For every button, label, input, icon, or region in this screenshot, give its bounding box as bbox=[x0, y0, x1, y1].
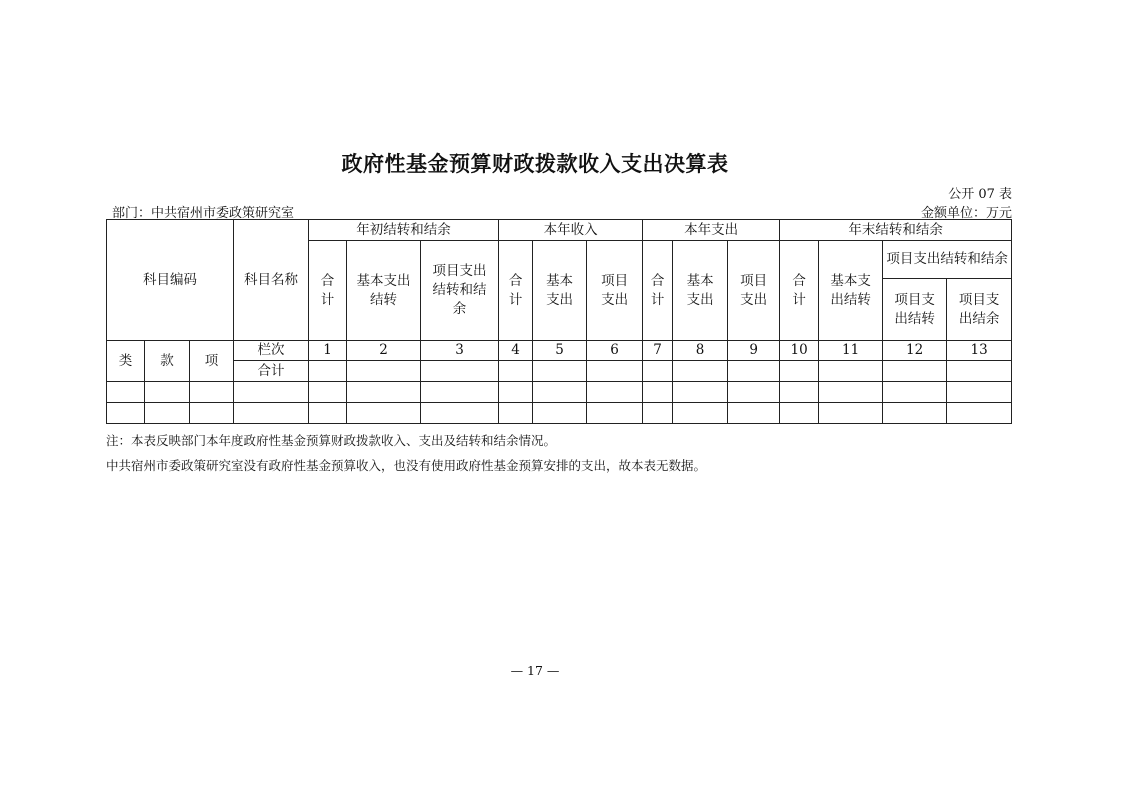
table-cell bbox=[145, 382, 190, 403]
table-cell bbox=[587, 361, 643, 382]
table-row bbox=[107, 403, 1012, 424]
table-cell bbox=[190, 382, 234, 403]
header-opening-project-carry-surplus: 项目支出结转和结余 bbox=[421, 241, 499, 341]
header-lei: 类 bbox=[107, 341, 145, 382]
header-subject-name: 科目名称 bbox=[234, 220, 309, 341]
header-expense-basic: 基本支出 bbox=[673, 241, 728, 341]
header-subject-code: 科目编码 bbox=[107, 220, 234, 341]
header-kuan: 款 bbox=[145, 341, 190, 382]
form-number: 公开 07 表 bbox=[948, 187, 1012, 202]
column-number: 7 bbox=[643, 341, 673, 361]
no-data-statement: 中共宿州市委政策研究室没有政府性基金预算收入，也没有使用政府性基金预算安排的支出，故本表无数据。 bbox=[106, 458, 707, 473]
table-cell bbox=[947, 382, 1012, 403]
table-cell bbox=[499, 403, 533, 424]
header-expense-total: 合计 bbox=[643, 241, 673, 341]
column-number: 5 bbox=[533, 341, 587, 361]
table-cell bbox=[347, 382, 421, 403]
column-number: 8 bbox=[673, 341, 728, 361]
column-number: 2 bbox=[347, 341, 421, 361]
table-cell bbox=[673, 361, 728, 382]
column-number: 9 bbox=[728, 341, 780, 361]
header-xiang: 项 bbox=[190, 341, 234, 382]
table-cell bbox=[587, 382, 643, 403]
table-cell bbox=[883, 382, 947, 403]
table-cell bbox=[533, 361, 587, 382]
column-number: 13 bbox=[947, 341, 1012, 361]
table-cell bbox=[587, 403, 643, 424]
table-cell bbox=[673, 382, 728, 403]
table-row bbox=[107, 361, 1012, 382]
page-title: 政府性基金预算财政拨款收入支出决算表 bbox=[341, 152, 729, 176]
header-income-project: 项目支出 bbox=[587, 241, 643, 341]
table-cell bbox=[234, 382, 309, 403]
table-cell bbox=[499, 382, 533, 403]
header-group-income: 本年收入 bbox=[499, 220, 643, 241]
row-label-lanci: 栏次 bbox=[234, 341, 309, 361]
column-number: 1 bbox=[309, 341, 347, 361]
table-cell bbox=[145, 403, 190, 424]
table-cell bbox=[421, 403, 499, 424]
table-cell bbox=[643, 382, 673, 403]
table-cell bbox=[947, 403, 1012, 424]
table-cell bbox=[780, 382, 819, 403]
department-label: 部门：中共宿州市委政策研究室 bbox=[112, 206, 295, 221]
table-cell bbox=[947, 361, 1012, 382]
header-group-closing: 年末结转和结余 bbox=[780, 220, 1012, 241]
table-cell bbox=[421, 361, 499, 382]
column-number: 6 bbox=[587, 341, 643, 361]
table-cell bbox=[309, 361, 347, 382]
table-cell bbox=[107, 382, 145, 403]
table-cell bbox=[309, 382, 347, 403]
table-cell bbox=[347, 403, 421, 424]
header-closing-project-surplus: 项目支出结余 bbox=[947, 279, 1012, 341]
table-cell bbox=[533, 382, 587, 403]
column-number: 12 bbox=[883, 341, 947, 361]
column-number: 4 bbox=[499, 341, 533, 361]
table-cell bbox=[883, 403, 947, 424]
table-cell bbox=[421, 382, 499, 403]
header-opening-total: 合计 bbox=[309, 241, 347, 341]
table-cell bbox=[780, 361, 819, 382]
unit-label: 金额单位：万元 bbox=[920, 206, 1012, 221]
table-cell bbox=[819, 361, 883, 382]
header-group-expense: 本年支出 bbox=[643, 220, 780, 241]
table-cell bbox=[190, 403, 234, 424]
header-income-total: 合计 bbox=[499, 241, 533, 341]
table-row bbox=[107, 382, 1012, 403]
page-number: — 17 — bbox=[510, 663, 560, 678]
header-closing-total: 合计 bbox=[780, 241, 819, 341]
table-cell bbox=[819, 403, 883, 424]
header-expense-project: 项目支出 bbox=[728, 241, 780, 341]
column-number: 3 bbox=[421, 341, 499, 361]
table-cell bbox=[234, 403, 309, 424]
table-cell bbox=[673, 403, 728, 424]
header-closing-project-carry: 项目支出结转 bbox=[883, 279, 947, 341]
table-cell bbox=[819, 382, 883, 403]
table-cell bbox=[728, 382, 780, 403]
header-closing-project: 项目支出结转和结余 bbox=[883, 241, 1012, 279]
table-cell bbox=[780, 403, 819, 424]
table-cell bbox=[883, 361, 947, 382]
table-cell bbox=[643, 403, 673, 424]
table-note: 注：本表反映部门本年度政府性基金预算财政拨款收入、支出及结转和结余情况。 bbox=[106, 433, 557, 448]
table-cell bbox=[728, 361, 780, 382]
header-opening-basic-carry: 基本支出结转 bbox=[347, 241, 421, 341]
table-cell bbox=[309, 403, 347, 424]
column-number: 11 bbox=[819, 341, 883, 361]
column-number: 10 bbox=[780, 341, 819, 361]
table-cell bbox=[347, 361, 421, 382]
table-cell bbox=[728, 403, 780, 424]
table-cell bbox=[499, 361, 533, 382]
table-cell bbox=[107, 403, 145, 424]
table-cell bbox=[643, 361, 673, 382]
table-cell bbox=[533, 403, 587, 424]
header-income-basic: 基本支出 bbox=[533, 241, 587, 341]
row-label-heji: 合计 bbox=[234, 361, 309, 382]
header-closing-basic-carry: 基本支出结转 bbox=[819, 241, 883, 341]
header-group-opening: 年初结转和结余 bbox=[309, 220, 499, 241]
budget-table bbox=[106, 219, 1012, 424]
